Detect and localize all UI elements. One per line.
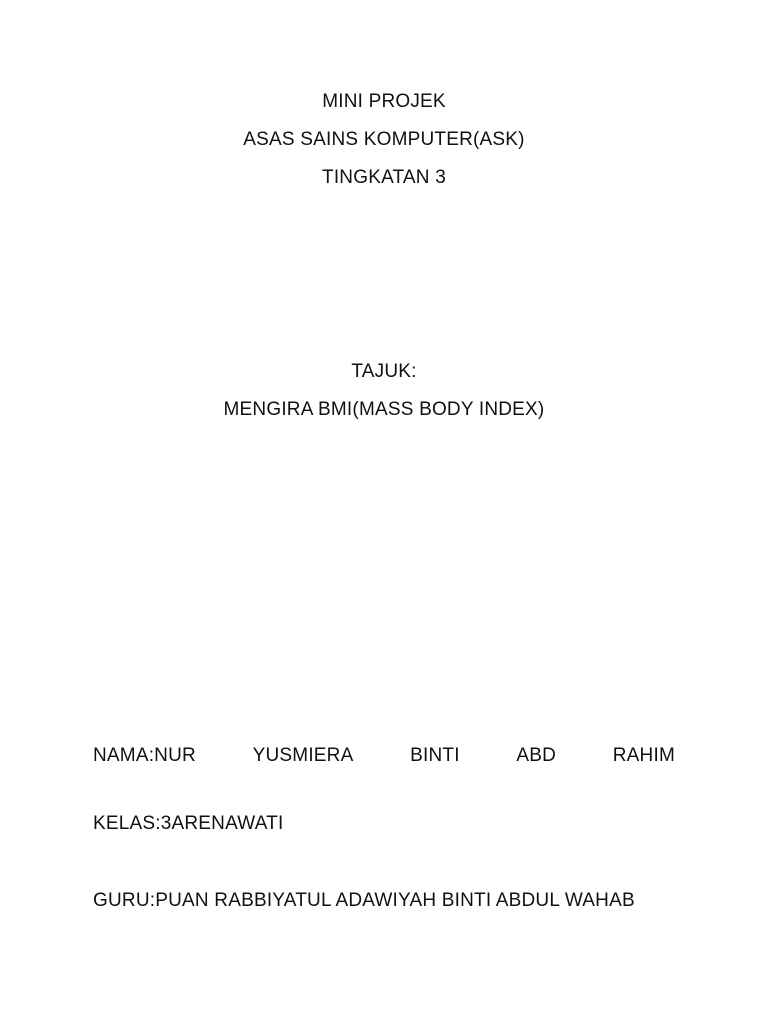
heading-mini-projek: MINI PROJEK (322, 91, 446, 112)
name-word: YUSMIERA (252, 745, 354, 766)
name-word: RAHIM (612, 745, 675, 766)
student-name-line (93, 744, 675, 768)
heading-form-level: TINGKATAN 3 (322, 167, 446, 188)
name-word: ABD (516, 745, 557, 766)
class-line: KELAS:3ARENAWATI (93, 813, 284, 834)
project-title: MENGIRA BMI(MASS BODY INDEX) (223, 399, 545, 420)
title-label: TAJUK: (351, 361, 417, 382)
heading-subject: ASAS SAINS KOMPUTER(ASK) (243, 129, 525, 150)
name-word: BINTI (410, 745, 460, 766)
teacher-line: GURU:PUAN RABBIYATUL ADAWIYAH BINTI ABDUL WAHAB (93, 890, 635, 911)
name-word: NAMA:NUR (93, 745, 196, 766)
